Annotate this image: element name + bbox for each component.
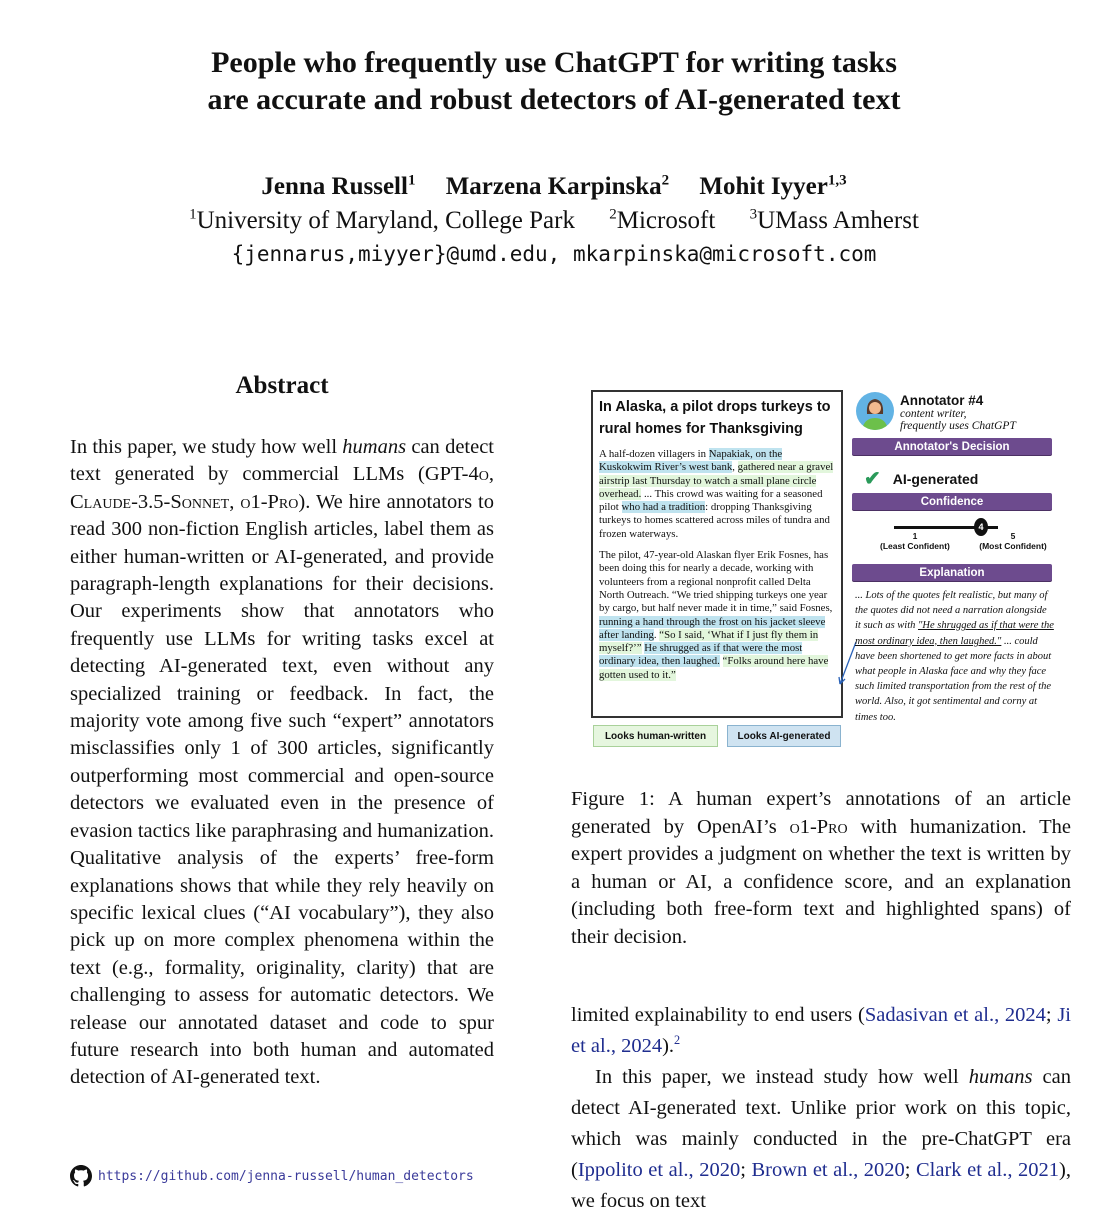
annotator-name: Annotator #4 xyxy=(900,393,984,408)
article-paragraph-1 xyxy=(599,448,835,541)
title-line-1: People who frequently use ChatGPT for writing tasks xyxy=(211,46,897,79)
checkmark-icon: ✔ xyxy=(864,468,881,490)
explanation-header: Explanation xyxy=(852,564,1052,581)
highlight-span: running a hand through the frost on his jacket sleeve after landing xyxy=(599,615,826,641)
title-line-2: are accurate and robust detectors of AI-generated text xyxy=(207,83,901,116)
person-icon xyxy=(856,392,894,430)
citation-link[interactable]: Sadasivan et al., 2024 xyxy=(864,1004,1046,1026)
confidence-max: 5 (Most Confident) xyxy=(979,531,1047,551)
citation-link[interactable]: Clark et al., 2021 xyxy=(916,1159,1060,1181)
author: Jenna Russell$^1$ xyxy=(261,172,416,200)
article-text: . xyxy=(653,628,660,641)
abstract-text: In this paper, we study how well humans can detect text generated by commercial LLMs (GPT-4o, Claude-3.5-Sonnet, o1-Pro). We hire annotators to read 300 non-fiction English articles, label them as either human-written or AI-generated, and provide paragraph-length explanations for their decisions. Our experiments show that annotators who frequently use LLMs for writing tasks excel at detecting AI-generated text, even without any specialized training or feedback. In fact, the majority vote among five such “expert” annotators misclassifies only 1 of 300 articles, significantly outperforming most commercial and open-source detectors we evaluated even in the presence of evasion tactics like paraphrasing and humanization. Qualitative analysis of the experts’ free-form explanations shows that while they rely heavily on specific lexical clues (“AI vocabulary”), they also pick up on more complex phenomena within the text (e.g., formality, originality, clarity) that are challenging to assess for automatic detectors. We release our annotated dataset and code to spur future research into both human and automated detection of AI-generated text. xyxy=(70,436,495,1089)
annotator-avatar xyxy=(856,392,894,430)
decision-header: Annotator's Decision xyxy=(852,438,1052,455)
author-emails: {jennarus,miyyer}@umd.edu, mkarpinska@microsoft.com xyxy=(231,242,877,266)
github-url[interactable]: https://github.com/jenna-russell/human_detectors xyxy=(98,1168,474,1184)
highlight-span: “Folks around here have gotten used to it.” xyxy=(599,655,829,681)
body-text: limited explainability to end users (Sadasivan et al., 2024; Ji et al., 2024).$^2$ In this paper, we instead study how well humans can detect AI-generated text. Unlike prior work on this topic, which was mainly conducted in the pre-ChatGPT era (Ippolito et al., 2020; Brown et al., 2020; Clark et al., 2021), we focus on text xyxy=(571,1004,1071,1212)
github-link[interactable] xyxy=(70,1165,474,1187)
footnote-marker[interactable]: 2 xyxy=(674,1033,681,1048)
explanation-text: ... Lots of the quotes felt realistic, but many of the quotes did not need a narration alongside it such as with "He shrugged as if that were the most ordinary idea, then laughed." ... could have been shortened to get more facts in about what people in Alaska face and why they face such limited transportation from the rest of the world. Also, it got sentimental and corny at times too. xyxy=(855,590,1054,723)
confidence-min: 1 (Least Confident) xyxy=(880,531,950,551)
abstract-heading: Abstract xyxy=(235,372,329,399)
highlight-span: gathered near a gravel airstrip last Thursday to watch a small plane circle overhead. xyxy=(599,461,834,500)
paper-title xyxy=(0,44,1108,118)
article-text: , xyxy=(732,461,738,474)
citation-link[interactable]: Ippolito et al., 2020 xyxy=(577,1159,741,1181)
figure-1 xyxy=(588,390,1058,755)
citation-link[interactable]: Ji et al., 2024 xyxy=(571,1004,1071,1057)
github-icon xyxy=(70,1165,92,1187)
confidence-slider-knob[interactable]: 4 xyxy=(974,518,988,536)
citation-link[interactable]: Brown et al., 2020 xyxy=(751,1159,905,1181)
affiliation: $^2$Microsoft xyxy=(609,206,716,234)
affiliations xyxy=(0,205,1108,237)
author: Marzena Karpinska$^2$ xyxy=(445,172,670,200)
article-text: : dropping Thanksgiving turkeys to homes scattered across miles of tundra and frozen waterways. xyxy=(599,501,830,540)
article-text: A half-dozen villagers in xyxy=(599,448,709,460)
article-panel xyxy=(591,390,843,718)
annotator-description: content writer, frequently uses ChatGPT xyxy=(900,408,1016,432)
figure-caption: Figure 1: A human expert’s annotations of an article generated by OpenAI’s o1-Pro with humanization. The expert provides a judgment on whether the text is written by a human or AI, a confidence score, and an explanation (including both free-form text and highlighted spans) of their decision. xyxy=(571,788,1072,948)
confidence-header: Confidence xyxy=(852,493,1052,510)
looks-human-written-button[interactable]: Looks human-written xyxy=(593,725,718,747)
article-text: The pilot, 47-year-old Alaskan flyer Erik Fosnes, has been doing this for nearly a decade, working with volunteers from a regional nonprofit called Delta North Outreach. “We tried shipping turkeys one year by cargo, but half never made it in time,” said Fosnes, xyxy=(599,549,833,615)
author-list xyxy=(0,172,1108,202)
affiliation: $^3$UMass Amherst xyxy=(749,206,919,234)
affiliation: $^1$University of Maryland, College Park xyxy=(189,206,575,234)
highlight-span: He shrugged as if that were the most ordinary idea, then laughed. xyxy=(599,642,803,668)
article-title: In Alaska, a pilot drops turkeys to rural homes for Thanksgiving xyxy=(599,399,831,437)
article-text: ... This crowd was waiting for a seasoned pilot xyxy=(599,487,823,514)
highlight-span: Napakiak, on the Kuskokwim River’s west bank xyxy=(599,448,783,474)
author: Mohit Iyyer$^{1,3}$ xyxy=(699,172,847,200)
looks-ai-generated-button[interactable]: Looks AI-generated xyxy=(727,725,841,747)
highlight-span: who had a tradition xyxy=(621,501,706,514)
article-paragraph-2 xyxy=(599,549,835,682)
highlight-span: “So I said, ‘What if I just fly them in myself?’” xyxy=(599,628,819,655)
annotator-decision: ✔ AI-generated xyxy=(864,468,979,490)
